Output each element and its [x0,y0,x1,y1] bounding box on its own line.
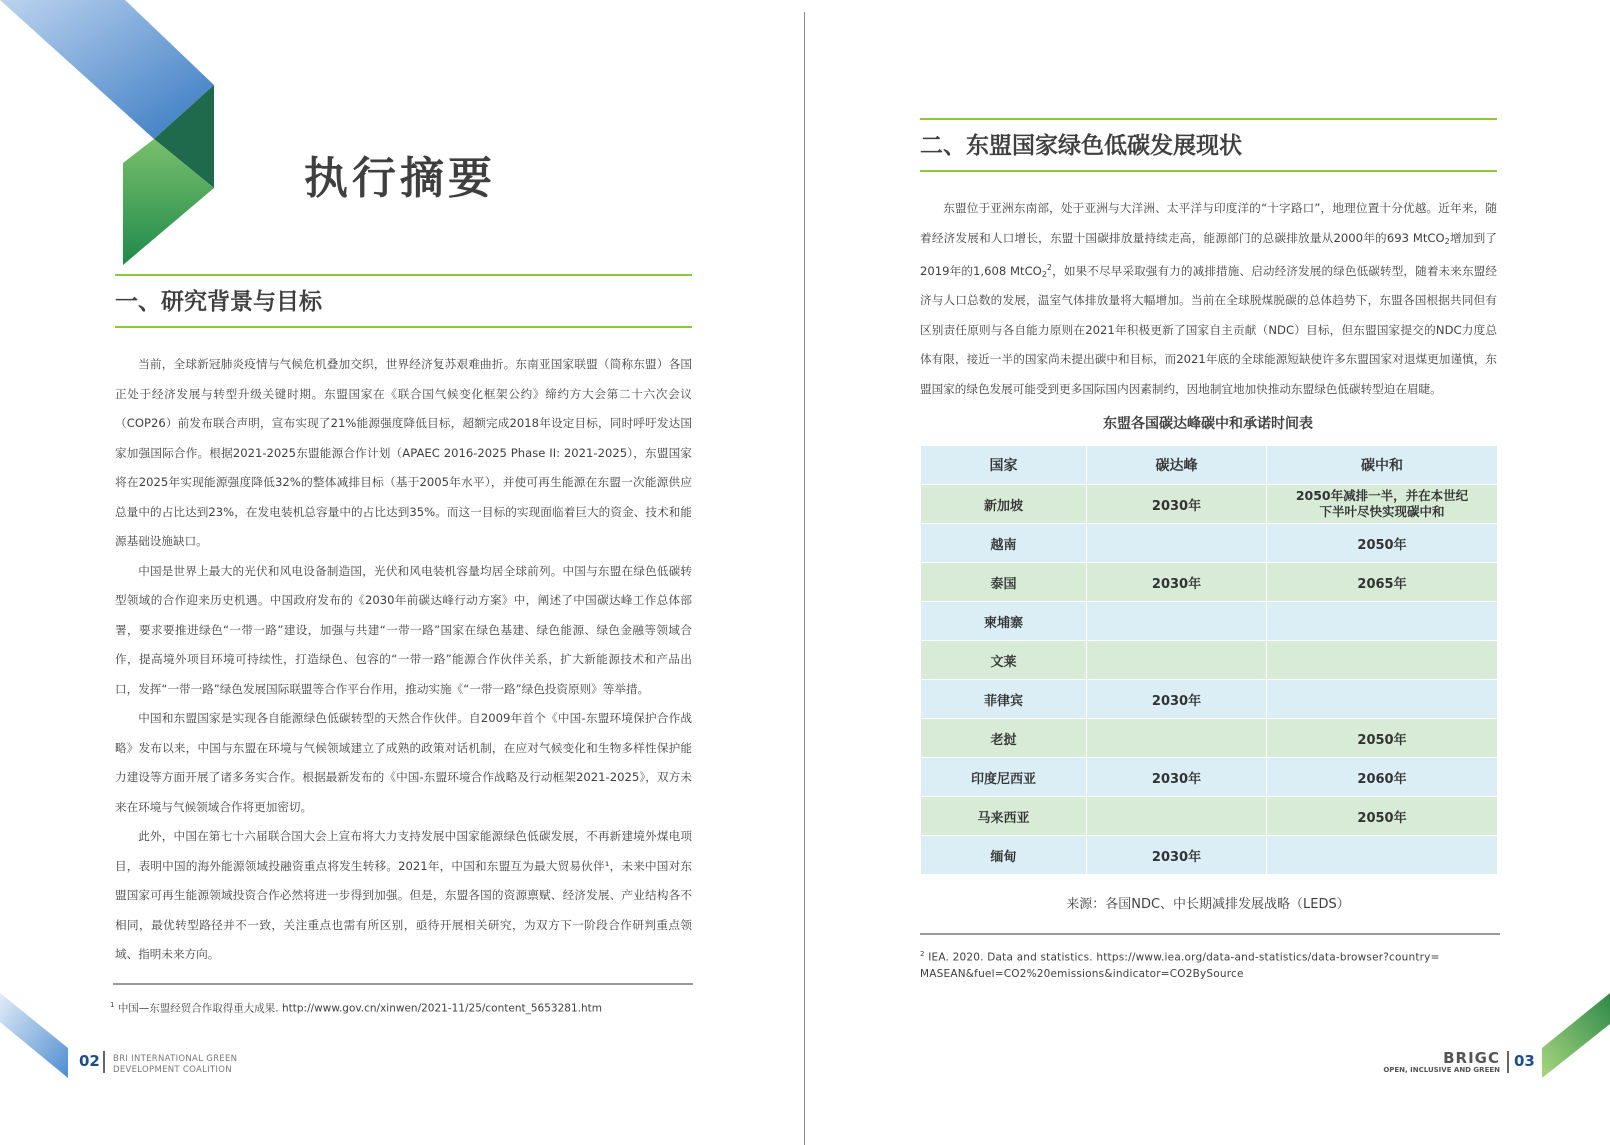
footnote-2 [920,946,1510,982]
section-title: 二、东盟国家绿色低碳发展现状 [920,133,1242,159]
paragraph: 当前，全球新冠肺炎疫情与气候危机叠加交织，世界经济复苏艰难曲折。东南亚国家联盟（简称东盟）各国正处于经济发展与转型升级关键时期。东盟国家在《联合国气候变化框架公约》缔约方大会第二十六次会议（COP26）前发布联合声明，宣布实现了21%能源强度降低目标，超额完成2018年设定目标，同时呼吁发达国家加强国际合作。根据2021-2025东盟能源合作计划（APAEC 2016-2025 Phase II: 2021-2025），东盟国家将在2025年实现能源强度降低32%的整体减排目标（基于2005年水平），并使可再生能源在东盟一次能源供应总量中的占比达到23%，在发电装机总容量中的占比达到35%。而这一目标的实现面临着巨大的资金、技术和能源基础设施缺口。 [115,357,692,548]
table-row [921,836,1498,875]
section-title: 一、研究背景与目标 [115,289,322,315]
table-cell-country: 文莱 [921,641,1087,680]
footnote-text: 中国—东盟经贸合作取得重大成果. http://www.gov.cn/xinwen/2021-11/25/content_5653281.htm [117,1002,602,1015]
table-cell-peak: 2030年 [1087,680,1267,719]
table-cell-country: 柬埔寨 [921,602,1087,641]
text-run: 东盟位于亚洲东南部，处于亚洲与大洋洲、太平洋与印度洋的“十字路口”，地理位置十分优越。近年来，随着经济发展和人口增长，东盟十国碳排放量持续走高，能源部门的总碳排放量从2000年的693 MtCO [920,201,1497,245]
table-cell-peak: 2030年 [1087,485,1267,524]
table-row [921,485,1498,524]
table-cell-neutral: 2050年 [1267,524,1498,563]
brand-logo-text: BRIGC [1443,1049,1500,1067]
footnote-text-line2: MASEAN&fuel=CO2%20emissions&indicator=CO2BySource [920,967,1244,980]
table-row [921,797,1498,836]
page-number-divider [1507,1051,1509,1073]
bottom-right-stripe [1542,993,1610,1078]
section-rule-top [115,274,692,276]
table-row [921,758,1498,797]
left-body-text [115,350,692,970]
footnote-divider [113,983,693,985]
subscript: 2 [1444,236,1450,246]
paragraph: 此外，中国在第七十六届联合国大会上宣布将大力支持发展中国家能源绿色低碳发展，不再新建境外煤电项目，表明中国的海外能源领域投融资重点将发生转移。2021年，中国和东盟互为最大贸易伙伴¹，未来中国对东盟国家可再生能源领域投资合作必然将进一步得到加强。但是，东盟各国的资源禀赋、经济发展、产业结构各不相同，最优转型路径并不一致，关注重点也需有所区别，亟待开展相关研究，为双方下一阶段合作研判重点领域、指明未来方向。 [115,829,692,961]
table-cell-peak [1087,524,1267,563]
table-cell-country: 新加坡 [921,485,1087,524]
org-name [113,1054,237,1076]
table-cell-peak [1087,602,1267,641]
table-cell-neutral: 2065年 [1267,563,1498,602]
page-number-right: 03 [1514,1052,1535,1070]
footnote-marker: 2 [920,950,925,958]
table-cell-country: 菲律宾 [921,680,1087,719]
section-heading-1 [115,274,692,328]
footnote-1 [110,997,700,1017]
top-left-chevron [0,0,214,265]
column-header: 国家 [921,446,1087,485]
page-spine [804,12,805,1145]
table-cell-country: 泰国 [921,563,1087,602]
footnote-ref: 2 [1046,263,1052,272]
subscript: 2 [1041,269,1047,279]
table-row [921,719,1498,758]
cell-line: 2050年减排一半，并在本世纪 [1295,488,1469,503]
table-cell-country: 越南 [921,524,1087,563]
table-title: 东盟各国碳达峰碳中和承诺时间表 [1103,416,1313,432]
right-body-text [920,194,1497,404]
section-heading-2 [920,118,1497,172]
text-run: ，如果不尽早采取强有力的减排措施、启动经济发展的绿色低碳转型，随着未来东盟经济与人口总数的发展，温室气体排放量将大幅增加。当前在全球脱煤脱碳的总体趋势下，东盟各国根据共同但有区别责任原则与各自能力原则在2021年积极更新了国家自主贡献（NDC）目标，但东盟国家提交的NDC力度总体有限，接近一半的国家尚未提出碳中和目标，而2021年底的全球能源短缺使许多东盟国家对退煤更加谨慎，东盟国家的绿色发展可能受到更多国际国内因素制约，因地制宜地加快推动东盟绿色低碳转型迫在眉睫。 [920,263,1497,396]
cell-line: 下半叶尽快实现碳中和 [1319,504,1445,519]
table-cell-neutral [1267,602,1498,641]
table-cell-neutral [1267,680,1498,719]
section-rule-bottom [115,326,692,328]
table-cell-neutral: 2050年 [1267,797,1498,836]
table-cell-peak: 2030年 [1087,836,1267,875]
footnote-divider [920,933,1500,935]
table-source: 来源：各国NDC、中长期减排发展战略（LEDS） [1066,897,1350,912]
table-row [921,641,1498,680]
table-row [921,680,1498,719]
page-number-divider [103,1051,105,1073]
table-cell-neutral [1267,485,1498,524]
table-cell-country: 缅甸 [921,836,1087,875]
org-name-line1: BRI INTERNATIONAL GREEN [113,1054,238,1064]
table-row [921,524,1498,563]
brand-block [1380,1050,1500,1075]
bottom-left-stripe [0,993,68,1078]
table-cell-neutral: 2060年 [1267,758,1498,797]
table-cell-country: 老挝 [921,719,1087,758]
page-title: 执行摘要 [304,153,496,204]
section-rule-top [920,118,1497,120]
table-cell-peak: 2030年 [1087,563,1267,602]
table-header-row [921,446,1498,485]
table-cell-peak [1087,719,1267,758]
table-cell-peak [1087,797,1267,836]
column-header: 碳达峰 [1087,446,1267,485]
org-name-line2: DEVELOPMENT COALITION [113,1065,232,1075]
table-cell-neutral [1267,641,1498,680]
section-rule-bottom [920,170,1497,172]
column-header: 碳中和 [1267,446,1498,485]
footnote-marker: 1 [110,1001,115,1009]
paragraph [920,194,1497,404]
table-cell-peak: 2030年 [1087,758,1267,797]
page-number-left: 02 [79,1052,100,1070]
brand-tagline: OPEN, INCLUSIVE AND GREEN [1383,1066,1500,1074]
table-row [921,563,1498,602]
table-cell-neutral: 2050年 [1267,719,1498,758]
text-run: 增加到了2019年的1,608 MtCO [920,230,1497,278]
paragraph: 中国和东盟国家是实现各自能源绿色低碳转型的天然合作伙伴。自2009年首个《中国-东盟环境保护合作战略》发布以来，中国与东盟在环境与气候领域建立了成熟的政策对话机制，在应对气候变化和生物多样性保护能力建设等方面开展了诸多务实合作。根据最新发布的《中国-东盟环境合作战略及行动框架2021-2025》，双方未来在环境与气候领域合作将更加密切。 [115,711,692,814]
paragraph: 中国是世界上最大的光伏和风电设备制造国，光伏和风电装机容量均居全球前列。中国与东盟在绿色低碳转型领域的合作迎来历史机遇。中国政府发布的《2030年前碳达峰行动方案》中，阐述了中国碳达峰工作总体部署，要求要推进绿色“一带一路”建设，加强与共建“一带一路”国家在绿色基建、绿色能源、绿色金融等领域合作，提高境外项目环境可持续性，打造绿色、包容的“一带一路”能源合作伙伴关系，扩大新能源技术和产品出口，发挥“一带一路”绿色发展国际联盟等合作平台作用，推动实施《“一带一路”绿色投资原则》等举措。 [115,563,692,696]
table-cell-country: 马来西亚 [921,797,1087,836]
commitment-table [920,445,1498,875]
table-cell-country: 印度尼西亚 [921,758,1087,797]
table-cell-peak [1087,641,1267,680]
table-cell-neutral [1267,836,1498,875]
table-row [921,602,1498,641]
footnote-text-line1: IEA. 2020. Data and statistics. https://www.iea.org/data-and-statistics/data-browser?country= [928,951,1440,964]
